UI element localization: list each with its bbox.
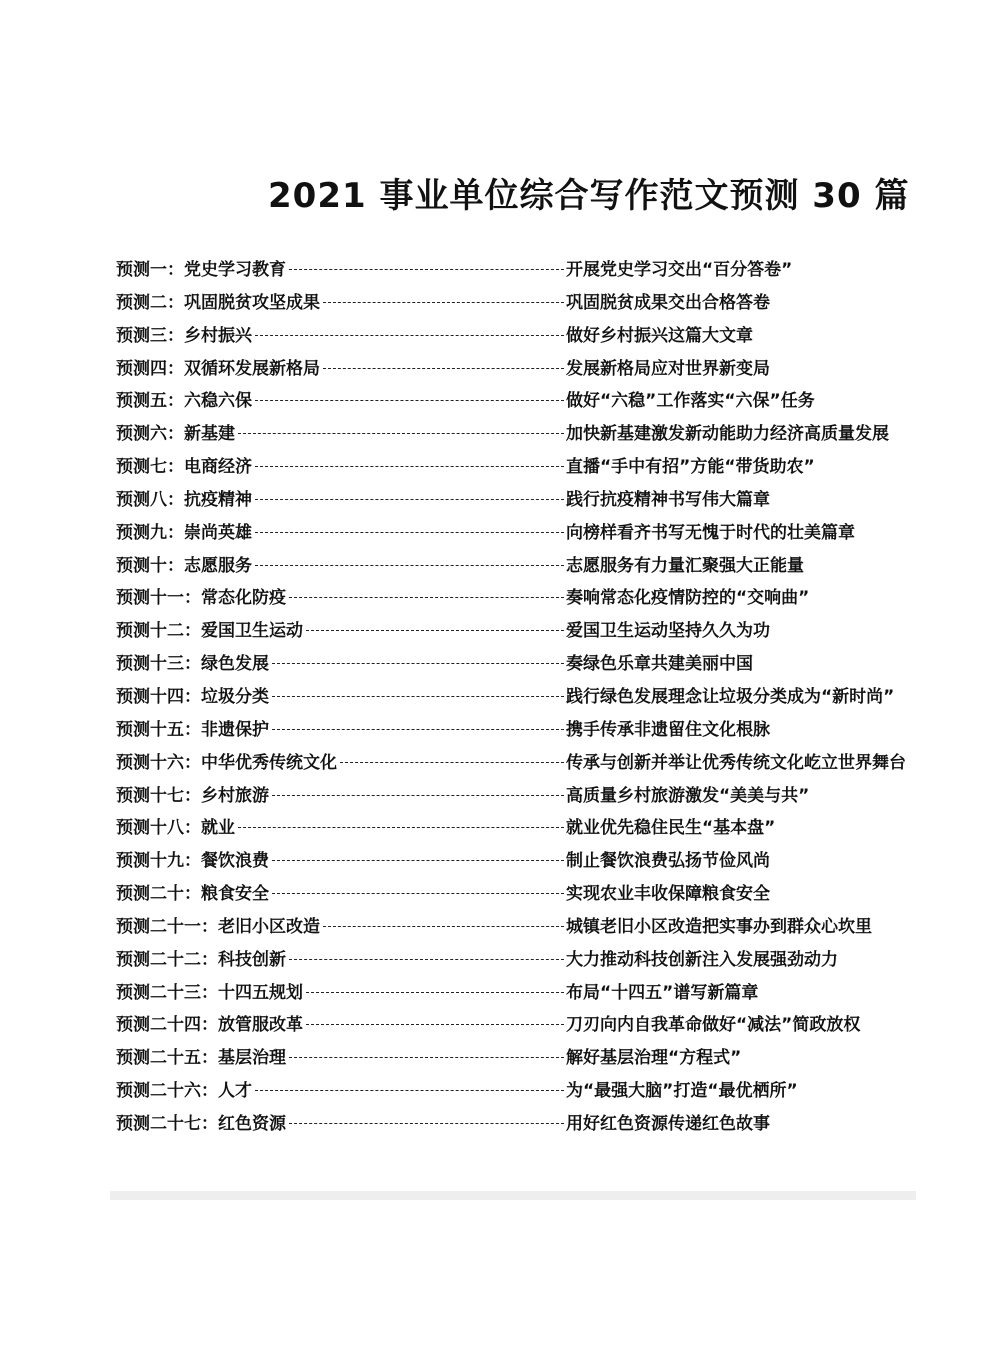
toc-item-label: 预测十三： <box>116 654 201 675</box>
toc-item <box>116 550 926 583</box>
toc-item <box>116 812 926 845</box>
toc-item-topic: 巩固脱贫攻坚成果 <box>184 292 320 313</box>
toc-item-label: 预测十二： <box>116 621 201 642</box>
toc-item-topic: 乡村振兴 <box>184 325 252 346</box>
toc-item-label: 预测七： <box>116 457 184 478</box>
toc-dash-leader <box>306 992 564 993</box>
toc-item-headline: 布局“十四五”谱写新篇章 <box>566 982 759 1003</box>
toc-item-label: 预测二十三： <box>116 982 218 1003</box>
toc-item-label: 预测十一： <box>116 588 201 609</box>
toc-item-headline: 开展党史学习交出“百分答卷” <box>566 260 793 280</box>
toc-item-topic: 党史学习教育 <box>184 260 286 280</box>
toc-dash-leader <box>238 433 564 434</box>
toc-item-headline: 做好“六稳”工作落实“六保”任务 <box>566 391 815 412</box>
toc-item-topic: 新基建 <box>184 424 235 445</box>
toc-dash-leader <box>255 400 564 401</box>
toc-item-label: 预测十九： <box>116 851 201 872</box>
toc-item-headline: 传承与创新并举让优秀传统文化屹立世界舞台 <box>566 752 906 773</box>
toc-dash-leader <box>255 565 564 566</box>
toc-dash-leader <box>306 1024 564 1025</box>
toc-item-headline: 加快新基建激发新动能助力经济高质量发展 <box>566 424 889 445</box>
toc-item-topic: 老旧小区改造 <box>218 916 320 937</box>
toc-item <box>116 845 926 878</box>
toc-item-headline: 奏绿色乐章共建美丽中国 <box>566 654 753 675</box>
toc-item <box>116 287 926 320</box>
toc-item-headline: 发展新格局应对世界新变局 <box>566 358 770 379</box>
toc-item-topic: 抗疫精神 <box>184 489 252 510</box>
toc-item-label: 预测二十四： <box>116 1015 218 1036</box>
toc-item <box>116 615 926 648</box>
toc-item-topic: 志愿服务 <box>184 555 252 576</box>
toc-item-label: 预测一： <box>116 260 184 280</box>
toc-item-label: 预测九： <box>116 522 184 543</box>
toc-item-headline: 刀刃向内自我革命做好“减法”简政放权 <box>566 1015 861 1036</box>
toc-item <box>116 1042 926 1075</box>
toc-item-headline: 高质量乡村旅游激发“美美与共” <box>566 785 810 806</box>
toc-dash-leader <box>272 893 564 894</box>
toc-item-headline: 城镇老旧小区改造把实事办到群众心坎里 <box>566 916 872 937</box>
toc-item <box>116 878 926 911</box>
toc-item-headline: 做好乡村振兴这篇大文章 <box>566 325 753 346</box>
toc-item-topic: 中华优秀传统文化 <box>201 752 337 773</box>
toc-dash-leader <box>289 959 564 960</box>
toc-dash-leader <box>323 926 564 927</box>
toc-item-label: 预测十五： <box>116 719 201 740</box>
toc-item-label: 预测八： <box>116 489 184 510</box>
toc-item-topic: 就业 <box>201 818 235 839</box>
toc-item-label: 预测三： <box>116 325 184 346</box>
toc-dash-leader <box>255 1090 564 1091</box>
toc-item <box>116 714 926 747</box>
toc-dash-leader <box>272 663 564 664</box>
toc-item-headline: 为“最强大脑”打造“最优栖所” <box>566 1081 798 1102</box>
toc-item <box>116 451 926 484</box>
toc-item-headline: 爱国卫生运动坚持久久为功 <box>566 621 770 642</box>
toc-item <box>116 648 926 681</box>
toc-item-label: 预测二十七： <box>116 1113 218 1134</box>
toc-dash-leader <box>255 532 564 533</box>
toc-item-topic: 乡村旅游 <box>201 785 269 806</box>
toc-item-headline: 解好基层治理“方程式” <box>566 1048 742 1069</box>
toc-dash-leader <box>255 499 564 500</box>
toc-item-label: 预测二十五： <box>116 1048 218 1069</box>
toc-dash-leader <box>238 827 564 828</box>
toc-item-topic: 人才 <box>218 1081 252 1102</box>
toc-item-topic: 放管服改革 <box>218 1015 303 1036</box>
toc-item <box>116 484 926 517</box>
toc-dash-leader <box>323 368 564 369</box>
toc-item-label: 预测十七： <box>116 785 201 806</box>
toc-item-label: 预测四： <box>116 358 184 379</box>
toc-dash-leader <box>272 729 564 730</box>
toc-item <box>116 1108 926 1141</box>
toc-dash-leader <box>255 335 564 336</box>
toc-item-topic: 非遗保护 <box>201 719 269 740</box>
toc-item <box>116 385 926 418</box>
toc-item-topic: 常态化防疫 <box>201 588 286 609</box>
toc-item-label: 预测五： <box>116 391 184 412</box>
toc-item <box>116 418 926 451</box>
toc-item-label: 预测十八： <box>116 818 201 839</box>
toc-item-label: 预测二十二： <box>116 949 218 970</box>
toc-item-label: 预测十四： <box>116 686 201 707</box>
toc-item-topic: 红色资源 <box>218 1113 286 1134</box>
toc-item-headline: 践行绿色发展理念让垃圾分类成为“新时尚” <box>566 686 895 707</box>
toc-item <box>116 1009 926 1042</box>
toc-item <box>116 747 926 780</box>
toc-item-topic: 粮食安全 <box>201 884 269 905</box>
toc-dash-leader <box>340 762 564 763</box>
toc-item <box>116 320 926 353</box>
toc-item-label: 预测二十六： <box>116 1081 218 1102</box>
toc-item-headline: 志愿服务有力量汇聚强大正能量 <box>566 555 804 576</box>
toc-dash-leader <box>272 860 564 861</box>
toc-item-headline: 实现农业丰收保障粮食安全 <box>566 884 770 905</box>
toc-item-topic: 六稳六保 <box>184 391 252 412</box>
toc-item-headline: 携手传承非遗留住文化根脉 <box>566 719 770 740</box>
toc-dash-leader <box>289 1057 564 1058</box>
toc-item-label: 预测二： <box>116 292 184 313</box>
toc-item-topic: 基层治理 <box>218 1048 286 1069</box>
toc-dash-leader <box>255 466 564 467</box>
toc-item-label: 预测二十： <box>116 884 201 905</box>
toc-item <box>116 517 926 550</box>
toc-item-topic: 垃圾分类 <box>201 686 269 707</box>
toc-item <box>116 1075 926 1108</box>
toc-item-label: 预测二十一： <box>116 916 218 937</box>
toc-item-headline: 践行抗疫精神书写伟大篇章 <box>566 489 770 510</box>
toc-dash-leader <box>323 302 564 303</box>
toc-item <box>116 254 926 287</box>
toc-dash-leader <box>289 1123 564 1124</box>
toc-item-topic: 电商经济 <box>184 457 252 478</box>
toc-item-label: 预测十六： <box>116 752 201 773</box>
toc-item-headline: 向榜样看齐书写无愧于时代的壮美篇章 <box>566 522 855 543</box>
toc-dash-leader <box>272 795 564 796</box>
toc-item-headline: 巩固脱贫成果交出合格答卷 <box>566 292 770 313</box>
toc-item <box>116 681 926 714</box>
toc-item-topic: 绿色发展 <box>201 654 269 675</box>
page-title: 2021 事业单位综合写作范文预测 30 篇 <box>268 176 910 216</box>
toc-dash-leader <box>289 597 564 598</box>
toc-item <box>116 911 926 944</box>
toc-item-topic: 爱国卫生运动 <box>201 621 303 642</box>
toc-item-headline: 制止餐饮浪费弘扬节俭风尚 <box>566 851 770 872</box>
toc-list <box>116 254 926 1141</box>
toc-item-topic: 崇尚英雄 <box>184 522 252 543</box>
toc-item-headline: 奏响常态化疫情防控的“交响曲” <box>566 588 810 609</box>
toc-item-topic: 十四五规划 <box>218 982 303 1003</box>
toc-item-topic: 科技创新 <box>218 949 286 970</box>
toc-item-headline: 就业优先稳住民生“基本盘” <box>566 818 776 839</box>
toc-item-headline: 用好红色资源传递红色故事 <box>566 1113 770 1134</box>
toc-item <box>116 353 926 386</box>
toc-item-headline: 直播“手中有招”方能“带货助农” <box>566 457 815 478</box>
toc-item <box>116 977 926 1010</box>
toc-item <box>116 780 926 813</box>
toc-item-topic: 餐饮浪费 <box>201 851 269 872</box>
toc-item-topic: 双循环发展新格局 <box>184 358 320 379</box>
toc-dash-leader <box>306 630 564 631</box>
toc-item <box>116 582 926 615</box>
toc-item-label: 预测六： <box>116 424 184 445</box>
toc-dash-leader <box>289 269 564 270</box>
toc-item <box>116 944 926 977</box>
toc-dash-leader <box>272 696 564 697</box>
toc-item-label: 预测十： <box>116 555 184 576</box>
toc-item-headline: 大力推动科技创新注入发展强劲动力 <box>566 949 838 970</box>
bottom-divider <box>110 1191 916 1200</box>
